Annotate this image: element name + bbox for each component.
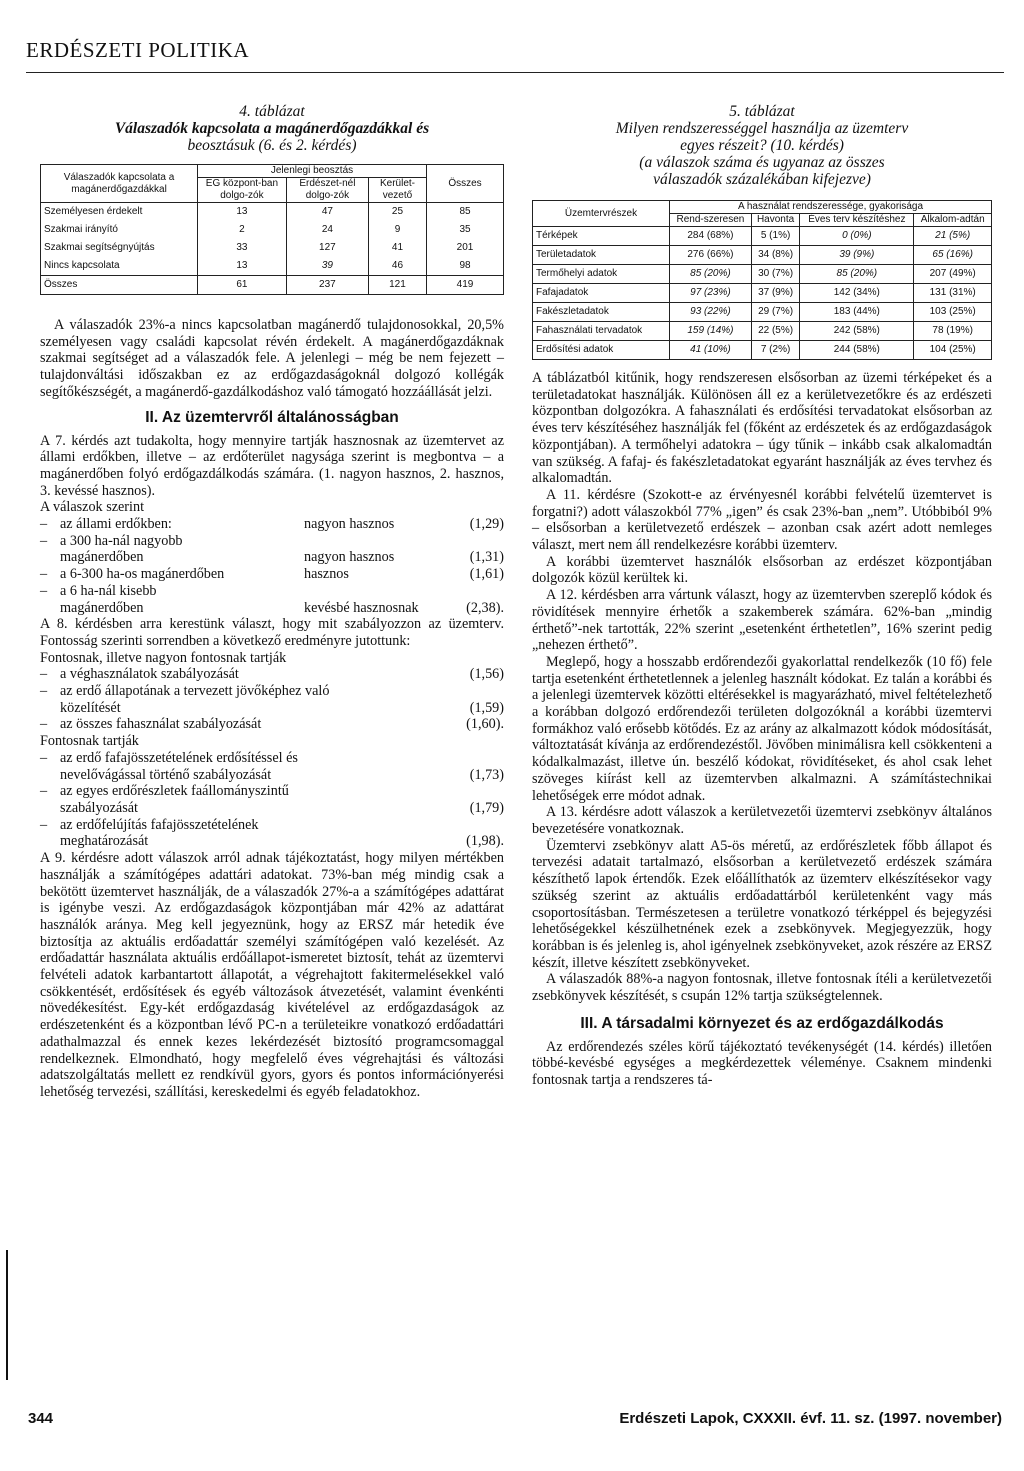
list-item xyxy=(40,800,504,817)
list-item xyxy=(40,683,504,700)
table4-head-group: Jelenlegi beosztás xyxy=(198,165,427,178)
q9-paragraph: A 9. kérdésre adott válaszok arról adnak tájékoztatást, hogy milyen mértékben használják a számítógépes adattári adatokat. 73%-ban még mindig csak a bekötött üzemtervet használják, de a válaszadók 27%-a a számítógépes adattárat is igénybe veszi. Az erdőgazdaságok központjában már 42% az adattárat használók aránya. Meg kell jegyeznünk, hogy az ERSZ már hetedik éve biztosítja az aktuális erdőadattár személyi számítógépen való kezelését. Az erdőadattár használata aktuális erdőállapot-ismeretet biztosít, tehát az üzemtervi felvételi adatok karbantartott állapotát, a végrehajtott fakitermelésekkel való csökkentését, erdősítések és egyéb változások átvezetését, valamint évenkénti növedékesítést. Egy-két erdőgazdaság kivételével az erdőgazdaságok az erdészetenként és a központban lévő PC-n a területeikre vonatkozó erdőadattári adathalmazzal és ennek kezes lekérdezését biztosító programcsomaggal rendelkeznek. Elmondható, hogy megfelelő éves végrehajtási és változási adatszolgáltatás mellett ez rendkívül gyors, gyors és pontos információnyerési lehetőség tervezési, szállítási, kereskedelmi és egyéb feladatokhoz. xyxy=(40,850,504,1100)
dash: – xyxy=(40,783,48,800)
dash: – xyxy=(40,516,48,533)
dash xyxy=(40,767,60,784)
cell: 46 xyxy=(368,257,426,276)
cell: 37 (9%) xyxy=(751,284,799,303)
table-row xyxy=(41,221,504,239)
dash xyxy=(40,600,60,617)
item-label: magánerdőben xyxy=(60,549,144,566)
item-label: meghatározását xyxy=(60,833,149,850)
item-value: (1,31) xyxy=(469,549,504,566)
cell: 131 (31%) xyxy=(914,284,992,303)
table-row xyxy=(533,341,992,360)
q8-list2 xyxy=(40,750,504,850)
cell: 13 xyxy=(198,257,287,276)
row-label: Fakészletadatok xyxy=(533,303,670,322)
table-row xyxy=(533,303,992,322)
list-item xyxy=(40,583,504,600)
cell: 237 xyxy=(286,276,368,295)
item-value: (1,73) xyxy=(469,766,504,783)
table4-caption xyxy=(40,103,504,154)
table5-title-line4: válaszadók százalékában kifejezve) xyxy=(653,171,871,188)
section2-heading: II. Az üzemtervről általánosságban xyxy=(145,408,399,426)
dash xyxy=(40,833,60,850)
item-value: (1,56) xyxy=(469,666,504,683)
item-label: az állami erdőkben: xyxy=(60,516,172,533)
cell: 85 (20%) xyxy=(670,265,752,284)
dash xyxy=(40,700,60,717)
journal-citation: Erdészeti Lapok, CXXXII. évf. 11. sz. (1997. november) xyxy=(619,1410,1002,1427)
cell: 0 (0%) xyxy=(800,227,914,246)
item-label: közelítését xyxy=(60,699,121,716)
table5-head-col: Éves terv készítéshez xyxy=(800,214,914,227)
cell: 103 (25%) xyxy=(914,303,992,322)
row-label: Erdősítési adatok xyxy=(533,341,670,360)
cell: 35 xyxy=(427,221,504,239)
item-rating: hasznos xyxy=(304,566,349,583)
paragraph: A 11. kérdésre (Szokott-e az érvényesnél korábbi felvételű üzemtervet is forgatni?) adott válaszokból 77% „igen” és csak 23%-ban „nem”. Utóbbiból 9% – elsősorban a kerületvezető erdészek – azonban csak azért adott nemleges választ, mert nem áll rendelkezésre korábbi üzemterv. xyxy=(532,486,992,554)
item-label: az erdő állapotának a tervezett jövőképhez való xyxy=(60,683,330,700)
table5-caption xyxy=(532,103,992,188)
table4-head-col: EG központ-ban dolgo-zók xyxy=(198,178,287,203)
cell: 207 (49%) xyxy=(914,265,992,284)
cell: 2 xyxy=(198,221,287,239)
dash: – xyxy=(40,666,48,683)
right-column xyxy=(532,103,992,1089)
paragraph: Üzemtervi zsebkönyv alatt A5-ös méretű, az erdőrészletek főbb állapot és tervezési adatait tartalmazó, elsősorban a kerületvezető erdészek számára készíthető lapok értendők. Ezek előállíthatók az üzemterv elkészítésekor vagy szükség szerint az aktuális erdőadattárból kerületenként vagy más csoportosításban. Természetesen a területre vonatkozó térképpel és bejegyzési lehetőségekkel készülhetnének ezek a zsebkönyvek. Megjegyezzük, hogy korábban is és jelenleg is, ahol igényelnek zsebkönyveket, azok részére az ERSZ készít, illetve készített zsebkönyveket. xyxy=(532,837,992,971)
cell: 244 (58%) xyxy=(800,341,914,360)
row-label: Fafajadatok xyxy=(533,284,670,303)
row-label: Termőhelyi adatok xyxy=(533,265,670,284)
cell: 159 (14%) xyxy=(670,322,752,341)
item-label: a 300 ha-nál nagyobb xyxy=(60,532,183,549)
cell: 284 (68%) xyxy=(670,227,752,246)
cell: 21 (5%) xyxy=(914,227,992,246)
item-value: (2,38). xyxy=(466,599,504,616)
row-label: Területadatok xyxy=(533,246,670,265)
list-item xyxy=(40,566,504,583)
q8-group2-lead: Fontosnak tartják xyxy=(40,733,139,750)
cell: 30 (7%) xyxy=(751,265,799,284)
table-row xyxy=(41,276,504,295)
cell: 13 xyxy=(198,203,287,222)
item-label: szabályozását xyxy=(60,799,138,816)
cell: 276 (66%) xyxy=(670,246,752,265)
table-row xyxy=(533,284,992,303)
dash: – xyxy=(40,532,48,549)
q8-list1 xyxy=(40,666,504,733)
margin-bar xyxy=(6,1250,8,1380)
item-label: magánerdőben xyxy=(60,599,144,616)
table4-head-col: Erdészet-nél dolgo-zók xyxy=(286,178,368,203)
list-item xyxy=(40,600,504,617)
table5-number: 5. táblázat xyxy=(729,103,795,120)
table-row xyxy=(41,239,504,257)
list-item xyxy=(40,666,504,683)
list-item xyxy=(40,817,504,834)
list-item xyxy=(40,783,504,800)
table-row xyxy=(533,227,992,246)
cell: 33 xyxy=(198,239,287,257)
cell: 142 (34%) xyxy=(800,284,914,303)
paragraph: A válaszadók 88%-a nagyon fontosnak, illetve fontosnak ítéli a kerületvezetői zsebkönyvek készítését, s csupán 12% tartja szükségtelennek. xyxy=(532,971,992,1005)
cell: 41 xyxy=(368,239,426,257)
item-label: nevelővágással történő szabályozását xyxy=(60,766,272,783)
table4-head-row: Válaszadók kapcsolata a magánerdőgazdákkal xyxy=(41,165,198,203)
table4-head-total: Összes xyxy=(427,165,504,203)
table4 xyxy=(40,164,504,295)
table4-title-line2: beosztásuk (6. és 2. kérdés) xyxy=(187,137,357,154)
section3-paragraph: Az erdőrendezés széles körű tájékoztató tevékenységét (14. kérdés) illetően többé-kevésbé egységes a megkérdezettek véleménye. Csaknem mindenki fontosnak tartja a rendszeres tá- xyxy=(532,1038,992,1089)
cell: 29 (7%) xyxy=(751,303,799,322)
header-rule xyxy=(26,72,1004,73)
list-item xyxy=(40,516,504,533)
table5-title-line2: egyes részeit? (10. kérdés) xyxy=(680,137,844,154)
q8-paragraph: A 8. kérdésben arra kerestünk választ, hogy mit szabályozzon az üzemterv. Fontosság szerinti sorrendben a következő eredményre jutottunk: xyxy=(40,616,504,649)
left-column xyxy=(40,103,504,1101)
cell: 419 xyxy=(427,276,504,295)
cell: 121 xyxy=(368,276,426,295)
list-item xyxy=(40,767,504,784)
q7-paragraph: A 7. kérdés azt tudakolta, hogy mennyire tartják hasznosnak az üzemtervet az állami erdőkben, illetve – az erdőterület nagysága szerint is megbontva – a magánerdőben folyó erdőgazdálkodás számára. (1. nagyon hasznos, 2. hasznos, 3. kevéssé hasznos). xyxy=(40,432,504,499)
item-label: az erdőfelújítás fafajösszetételének xyxy=(60,816,259,833)
cell: 22 (5%) xyxy=(751,322,799,341)
table5-head-col: Rend-szeresen xyxy=(670,214,752,227)
cell: 98 xyxy=(427,257,504,276)
item-label: az összes fahasználat szabályozását xyxy=(60,716,262,733)
paragraph: A 13. kérdésre adott válaszok a kerületvezetői üzemtervi zsebkönyv általános bevezetésére vonatkoznak. xyxy=(532,804,992,837)
cell: 61 xyxy=(198,276,287,295)
table5-head-group: A használat rendszeressége, gyakorisága xyxy=(670,201,992,214)
cell: 183 (44%) xyxy=(800,303,914,322)
table4-number: 4. táblázat xyxy=(239,103,305,120)
item-value: (1,29) xyxy=(469,516,504,533)
item-value: (1,98). xyxy=(466,833,504,850)
paragraph: A 12. kérdésben arra vártunk választ, hogy az üzemtervben szereplő kódok és rövidítések mennyire érhetők a szakemberek számára. 62%-ban „mindig érthető”-nek tartották, 22% szerint „esetenként érthetetlen”, 16% szerint pedig „nehezen érthető”. xyxy=(532,587,992,654)
cell: 24 xyxy=(286,221,368,239)
row-label: Szakmai segítségnyújtás xyxy=(41,239,198,257)
list-item xyxy=(40,716,504,733)
cell: 41 (10%) xyxy=(670,341,752,360)
dash: – xyxy=(40,582,48,599)
cell: 5 (1%) xyxy=(751,227,799,246)
dash: – xyxy=(40,816,48,833)
q7-lead: A válaszok szerint xyxy=(40,499,145,516)
item-label: a véghasználatok szabályozását xyxy=(60,666,239,683)
table5-head-col: Alkalom-adtán xyxy=(914,214,992,227)
table5-head-col: Havonta xyxy=(751,214,799,227)
dash: – xyxy=(40,683,48,700)
list-item xyxy=(40,700,504,717)
table-row xyxy=(533,246,992,265)
cell: 127 xyxy=(286,239,368,257)
section3-heading: III. A társadalmi környezet és az erdőgazdálkodás xyxy=(580,1014,944,1032)
row-label: Szakmai irányító xyxy=(41,221,198,239)
cell: 78 (19%) xyxy=(914,322,992,341)
list-item xyxy=(40,750,504,767)
q8-group1-lead: Fontosnak, illetve nagyon fontosnak tartják xyxy=(40,649,287,666)
dash xyxy=(40,800,60,817)
table-row xyxy=(41,257,504,276)
table5-head-row: Üzemtervrészek xyxy=(533,201,670,227)
paragraph: A táblázatból kitűnik, hogy rendszeresen elsősorban az üzemi térképeket és a területadatokat használják. Különösen áll ez a kerületvezetőkre és az erdészeti központban dolgozókra. A fahasználati és erdősítési tervadatokat elsősorban az éves terv készítéséhez használják fel (főként az erdészetek és az erdőgazdaságok központjában). A termőhelyi adatokra – úgy tűnik – inkább csak alkalomadtán van szükség. A fafaj- és fakészletadatokat egyaránt használják az éves tervhez és alkalomadtán. xyxy=(532,370,992,487)
cell: 242 (58%) xyxy=(800,322,914,341)
item-label: az erdő fafajösszetételének erdősítéssel és xyxy=(60,749,298,766)
row-label: Személyesen érdekelt xyxy=(41,203,198,222)
table5-title-line1: Milyen rendszerességgel használja az üzemterv xyxy=(615,120,909,137)
cell: 65 (16%) xyxy=(914,246,992,265)
list-item xyxy=(40,549,504,566)
table5-title-line3: (a válaszok száma és ugyanaz az összes xyxy=(639,154,885,171)
right-text xyxy=(532,370,992,1005)
row-label: Összes xyxy=(41,276,198,295)
item-value: (1,61) xyxy=(469,566,504,583)
table-row xyxy=(41,203,504,222)
page-number: 344 xyxy=(28,1410,54,1427)
paragraph: Meglepő, hogy a hosszabb erdőrendezői gyakorlattal rendelkezők (10 fő) fele tartja esetenként érthetetlennek a jelenleg használt kódokat. Ez talán a korábbi és a jelenlegi üzemtervek közötti eltérésekkel is magyarázható, mivel feltételezhető a korábban dolgozó erdőrendezői területen dolgozóknál a korábbi üzemtervi formákhoz való erősebb kötődés. Ez az arány az alkalmazott kódok módosítását, változtatását kívánja az erdőrendezéstől. Jövőben minimálisra kell csökkenteni a kódalkalmazást, illetve ún. beszélő kódokat, rövidítéseket, és ahol csak lehet szöveges kiírást kell az üzemtervben alkalmazni. A számítástechnikai lehetőségek erre módot adnak. xyxy=(532,653,992,804)
cell: 39 xyxy=(286,257,368,276)
cell: 34 (8%) xyxy=(751,246,799,265)
item-value: (1,79) xyxy=(469,799,504,816)
item-label: a 6 ha-nál kisebb xyxy=(60,582,157,599)
cell: 47 xyxy=(286,203,368,222)
paragraph: A korábbi üzemtervet használók elsősorban az erdészet központjában dolgozók közül kerültek ki. xyxy=(532,553,992,587)
table-row xyxy=(533,265,992,284)
dash: – xyxy=(40,749,48,766)
item-label: a 6-300 ha-os magánerdőben xyxy=(60,566,225,583)
left-intro-paragraph: A válaszadók 23%-a nincs kapcsolatban magánerdő tulajdonosokkal, 20,5% személyesen vagy családi kapcsolat révén érdekelt. A magánerdőgazdáknak szakmai segítséget ad a válaszadók fele. A jelenlegi – még be nem fejezett – tulajdonváltási időszakban ez az erdőgazdaságoknál dolgozó kollégák segítőkészségét, a magánerdő-gazdálkodáshoz való támogató hozzáállását jelzi. xyxy=(40,317,504,400)
cell: 93 (22%) xyxy=(670,303,752,322)
item-rating: nagyon hasznos xyxy=(304,549,395,566)
table4-title-line1: Válaszadók kapcsolata a magánerdőgazdákkal és xyxy=(114,120,430,137)
cell: 25 xyxy=(368,203,426,222)
list-item xyxy=(40,833,504,850)
cell: 39 (9%) xyxy=(800,246,914,265)
row-label: Fahasználati tervadatok xyxy=(533,322,670,341)
item-rating: kevésbé hasznosnak xyxy=(304,599,419,616)
item-rating: nagyon hasznos xyxy=(304,516,395,533)
item-value: (1,59) xyxy=(469,699,504,716)
cell: 9 xyxy=(368,221,426,239)
cell: 97 (23%) xyxy=(670,284,752,303)
dash xyxy=(40,549,60,566)
cell: 7 (2%) xyxy=(751,341,799,360)
table5 xyxy=(532,200,992,360)
table-row xyxy=(533,322,992,341)
row-label: Térképek xyxy=(533,227,670,246)
row-label: Nincs kapcsolata xyxy=(41,257,198,276)
cell: 201 xyxy=(427,239,504,257)
dash: – xyxy=(40,716,48,733)
cell: 104 (25%) xyxy=(914,341,992,360)
item-value: (1,60). xyxy=(466,716,504,733)
item-label: az egyes erdőrészletek faállományszintű xyxy=(60,783,289,800)
running-header: ERDÉSZETI POLITIKA xyxy=(26,38,250,62)
table4-head-col: Kerület-vezető xyxy=(368,178,426,203)
q7-list xyxy=(40,516,504,616)
list-item xyxy=(40,533,504,550)
dash: – xyxy=(40,566,48,583)
cell: 85 xyxy=(427,203,504,222)
cell: 85 (20%) xyxy=(800,265,914,284)
